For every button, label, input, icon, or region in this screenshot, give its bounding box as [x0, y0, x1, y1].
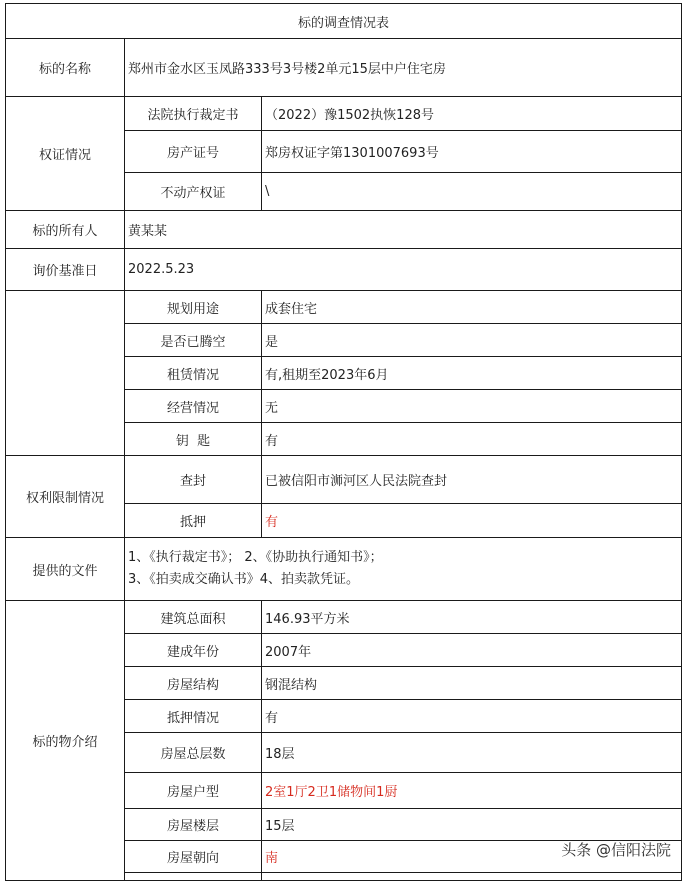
court-ruling-value: （2022）豫1502执恢128号	[262, 97, 682, 131]
subject-name-value: 郑州市金水区玉凤路333号3号楼2单元15层中户住宅房	[125, 39, 682, 97]
restrictions-label: 权利限制情况	[6, 456, 125, 538]
court-ruling-label: 法院执行裁定书	[125, 97, 262, 131]
documents-line-1: 1、《执行裁定书》； 2、《协助执行通知书》；	[128, 550, 383, 565]
documents-line-2: 3、《拍卖成交确认书》4、拍卖款凭证。	[128, 572, 360, 587]
planned-use-value: 成套住宅	[262, 291, 682, 324]
watermark: 头条 @信阳法院	[561, 841, 671, 859]
orientation-value: 南	[262, 841, 682, 873]
documents-list	[125, 538, 682, 601]
key-label: 钥 匙	[125, 423, 262, 456]
layout-label: 房屋户型	[125, 773, 262, 809]
inquiry-date-value: 2022.5.23	[125, 249, 682, 291]
structure-label: 房屋结构	[125, 667, 262, 700]
floor-label: 房屋楼层	[125, 809, 262, 841]
mortgage-label: 抵押	[125, 504, 262, 538]
total-floors-value: 18层	[262, 733, 682, 773]
property-cert-label: 房产证号	[125, 131, 262, 173]
subject-name-label: 标的名称	[6, 39, 125, 97]
vacated-label: 是否已腾空	[125, 324, 262, 357]
structure-value: 钢混结构	[262, 667, 682, 700]
planned-use-label: 规划用途	[125, 291, 262, 324]
vacated-value: 是	[262, 324, 682, 357]
lease-value: 有,租期至2023年6月	[262, 357, 682, 390]
documents-label: 提供的文件	[6, 538, 125, 601]
seizure-value: 已被信阳市浉河区人民法院查封	[262, 456, 682, 504]
survey-table	[5, 3, 682, 881]
operation-label: 经营情况	[125, 390, 262, 423]
area-value: 146.93平方米	[262, 601, 682, 634]
realty-cert-value: \	[262, 173, 682, 211]
operation-value: 无	[262, 390, 682, 423]
area-label: 建筑总面积	[125, 601, 262, 634]
orientation-label: 房屋朝向	[125, 841, 262, 873]
table-title: 标的调查情况表	[6, 4, 682, 39]
seizure-label: 查封	[125, 456, 262, 504]
intro-label: 标的物介绍	[6, 601, 125, 881]
year-built-label: 建成年份	[125, 634, 262, 667]
layout-value: 2室1厅2卫1储物间1厨	[262, 773, 682, 809]
total-floors-label: 房屋总层数	[125, 733, 262, 773]
year-built-value: 2007年	[262, 634, 682, 667]
property-cert-value: 郑房权证字第1301007693号	[262, 131, 682, 173]
realty-cert-label: 不动产权证	[125, 173, 262, 211]
owner-value: 黄某某	[125, 211, 682, 249]
rights-label: 权证情况	[6, 97, 125, 211]
floor-value: 15层	[262, 809, 682, 841]
owner-label: 标的所有人	[6, 211, 125, 249]
key-value: 有	[262, 423, 682, 456]
lease-label: 租赁情况	[125, 357, 262, 390]
usage-group-label	[6, 291, 125, 456]
mortgage-status-label: 抵押情况	[125, 700, 262, 733]
mortgage-status-value: 有	[262, 700, 682, 733]
inquiry-date-label: 询价基准日	[6, 249, 125, 291]
mortgage-value: 有	[262, 504, 682, 538]
